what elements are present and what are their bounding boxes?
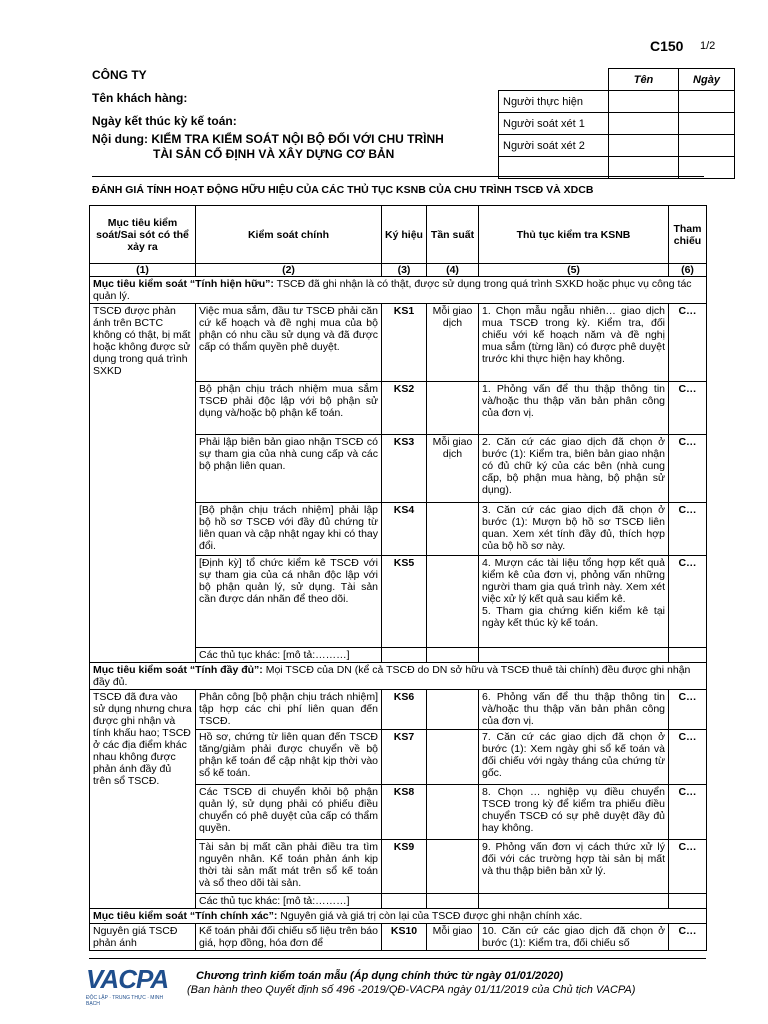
control-cell: Việc mua sắm, đầu tư TSCĐ phải căn cứ kế hoạch và đề nghị mua của bộ phận có nhu cầu sử dụng và đã được cấp có thẩm quyền phê duyệt. [196,304,382,382]
col-header: Thủ tục kiểm tra KSNB [479,206,669,264]
test-procedure: 2. Căn cứ các giao dịch đã chọn ở bước (1): Kiểm tra, biên bản giao nhận có đủ chữ ký của các bên (nhà cung cấp, bộ phận mua hàng, bộ phận sử dụng). [479,435,669,503]
empty-cell [382,648,427,663]
col-header: Ký hiệu [382,206,427,264]
signoff-role: Người soát xét 1 [499,113,609,135]
empty-cell [479,894,669,909]
objective-row [90,663,707,690]
control-frequency: Mỗi giao dịch [427,304,479,382]
reference-cell[interactable]: C… [669,556,707,648]
control-code: KS5 [382,556,427,648]
reference-cell[interactable]: C… [669,503,707,556]
risk-cell: Nguyên giá TSCĐ phản ánh [90,924,196,951]
control-code: KS10 [382,924,427,951]
control-code: KS2 [382,382,427,435]
reference-cell[interactable]: C… [669,435,707,503]
col-number: (4) [427,264,479,277]
control-cell: Kế toán phải đối chiếu số liệu trên báo giá, hợp đồng, hóa đơn để [196,924,382,951]
signoff-col-name: Tên [609,69,679,91]
empty-cell [427,648,479,663]
control-cell: Tài sản bị mất cần phải điều tra tìm nguyên nhân. Kế toán phản ánh kịp thời tài sản mất mát trên sổ kế toán và sổ theo dõi tài sản. [196,840,382,894]
col-number: (1) [90,264,196,277]
control-cell: [Định kỳ] tổ chức kiểm kê TSCĐ với sự tham gia của cá nhân độc lập với bộ phận quản lý, sử dụng. Tài sản cần được dán nhãn để theo dõi. [196,556,382,648]
control-code: KS6 [382,690,427,730]
vacpa-logo [86,964,178,1007]
test-procedure: 1. Chọn mẫu ngẫu nhiên… giao dịch mua TSCĐ trong kỳ. Kiểm tra, đối chiếu với kế hoạch năm và đề nghị mua sắm (từng lần) có được phê duyệt trước khi thực hiện hay không. [479,304,669,382]
objective-cell [90,277,707,304]
control-frequency [427,730,479,785]
content-line2: TÀI SẢN CỐ ĐỊNH VÀ XÂY DỰNG CƠ BẢN [153,147,395,161]
objective-text: Mọi TSCĐ của DN (kể cả TSCĐ do DN sở hữu và TSCĐ thuê tài chính) đều được ghi nhận đầy đủ. [93,664,691,688]
signoff-name-cell[interactable] [609,135,679,157]
reference-cell[interactable]: C… [669,924,707,951]
reference-cell[interactable]: C… [669,690,707,730]
control-code: KS7 [382,730,427,785]
signoff-role: Người thực hiện [499,91,609,113]
test-procedure: 7. Căn cứ các giao dịch đã chọn ở bước (1): Xem ngày ghi sổ kế toán và đối chiếu với ngày tháng của chứng từ gốc. [479,730,669,785]
objective-row [90,909,707,924]
control-frequency [427,556,479,648]
content-label: Nội dung: [92,132,148,146]
col-number: (3) [382,264,427,277]
reference-cell[interactable]: C… [669,840,707,894]
signoff-date-cell[interactable] [679,113,735,135]
empty-cell [427,894,479,909]
control-cell: Bộ phận chịu trách nhiệm mua sắm TSCĐ phải độc lập với bộ phận sử dụng và/hoặc bộ phận kế toán. [196,382,382,435]
other-procedures[interactable]: Các thủ tục khác: [mô tả:………] [196,648,382,663]
signoff-corner [499,69,609,91]
signoff-role: Người soát xét 2 [499,135,609,157]
control-cell: [Bộ phận chịu trách nhiệm] phải lập bộ hồ sơ TSCĐ với đầy đủ chứng từ liên quan và cập nhật ngay khi có thay đổi. [196,503,382,556]
col-header: Tần suất [427,206,479,264]
empty-cell [382,894,427,909]
col-number: (5) [479,264,669,277]
control-cell: Hồ sơ, chứng từ liên quan đến TSCĐ tăng/giảm phải được chuyển về bộ phận kế toán để cập nhật kịp thời vào sổ kế toán. [196,730,382,785]
signoff-date-cell[interactable] [679,91,735,113]
reference-cell[interactable]: C… [669,382,707,435]
table-header-row [90,206,707,264]
footer-issuance: (Ban hành theo Quyết định số 496 -2019/QĐ-VACPA ngày 01/11/2019 của Chủ tịch VACPA) [187,984,636,996]
test-procedure: 3. Căn cứ các giao dịch đã chọn ở bước (1): Mượn bộ hồ sơ TSCĐ liên quan. Xem xét tính đầy đủ, thích hợp của bộ hồ sơ này. [479,503,669,556]
objective-cell [90,663,707,690]
logo-tagline: ĐỘC LẬP · TRUNG THỰC · MINH BẠCH [86,995,164,1007]
control-cell: Các TSCĐ di chuyển khỏi bộ phận quản lý, sử dụng phải có phiếu điều chuyển có phê duyệt của cấp có thẩm quyền. [196,785,382,840]
control-frequency [427,503,479,556]
col-number: (2) [196,264,382,277]
reference-cell[interactable]: C… [669,304,707,382]
control-code: KS8 [382,785,427,840]
empty-cell [479,648,669,663]
logo-text: VACPA [86,964,169,994]
test-procedure: 1. Phỏng vấn để thu thập thông tin và/hoặc thu thập văn bản phân công của đơn vị. [479,382,669,435]
col-number: (6) [669,264,707,277]
control-cell: Phải lập biên bản giao nhận TSCĐ có sự tham gia của nhà cung cấp và các bộ phận liên quan. [196,435,382,503]
table-row [90,690,707,730]
control-frequency [427,382,479,435]
other-procedures[interactable]: Các thủ tục khác: [mô tả:………] [196,894,382,909]
risk-cell: TSCĐ được phản ánh trên BCTC không có thật, bị mất hoặc không được sử dụng trong quá trình SXKD [90,304,196,663]
signoff-date-cell[interactable] [679,135,735,157]
test-procedure: 9. Phỏng vấn đơn vị cách thức xử lý đối với các trường hợp tài sản bị mất và thu thập biên bản xử lý. [479,840,669,894]
col-header: Mục tiêu kiểm soát/Sai sót có thể xảy ra [90,206,196,264]
page-code: C150 [650,38,684,54]
signoff-name-cell[interactable] [609,91,679,113]
control-code: KS1 [382,304,427,382]
objective-label: Mục tiêu kiểm soát “Tính chính xác”: [93,910,278,922]
objective-text: Nguyên giá và giá trị còn lại của TSCĐ được ghi nhận chính xác. [277,910,583,922]
control-frequency [427,690,479,730]
footer-program: Chương trình kiểm toán mẫu (Áp dụng chính thức từ ngày 01/01/2020) [196,970,564,982]
risk-cell: TSCĐ đã đưa vào sử dụng nhưng chưa được ghi nhận và tính khấu hao; TSCĐ ở các địa điểm khác nhau không được phản ánh đầy đủ trên sổ TSCĐ. [90,690,196,909]
table-row [90,304,707,382]
header-divider [92,176,704,177]
signoff-name-cell[interactable] [609,113,679,135]
content-line1: KIỂM TRA KIỂM SOÁT NỘI BỘ ĐỐI VỚI CHU TRÌNH [151,132,444,146]
test-procedure: 10. Căn cứ các giao dịch đã chọn ở bước (1): Kiểm tra, đối chiếu số [479,924,669,951]
test-procedure: 4. Mượn các tài liệu tổng hợp kết quả kiểm kê của đơn vị, phỏng vấn những người tham gia quá trình này. Xem xét việc xử lý kết quả sau kiểm kê. 5. Tham gia chứng kiến kiểm kê tại ngày kết thúc kỳ kế toán. [479,556,669,648]
reference-cell[interactable]: C… [669,730,707,785]
control-code: KS9 [382,840,427,894]
signoff-col-date: Ngày [679,69,735,91]
signoff-table [498,68,735,179]
footer-divider [89,958,706,959]
control-frequency: Mỗi giao [427,924,479,951]
test-procedure: 6. Phỏng vấn để thu thập thông tin và/hoặc thu thập văn bản phân công của đơn vị. [479,690,669,730]
client-label: Tên khách hàng: [92,91,188,105]
objective-row [90,277,707,304]
page-number: 1/2 [700,40,716,52]
empty-cell [669,648,707,663]
control-frequency [427,785,479,840]
empty-cell [669,894,707,909]
control-frequency: Mỗi giao dịch [427,435,479,503]
control-cell: Phân công [bộ phận chịu trách nhiệm] tập hợp các chi phí liên quan đến TSCĐ. [196,690,382,730]
control-frequency [427,840,479,894]
objective-text: TSCĐ đã ghi nhận là có thật, được sử dụng trong quá trình SXKD hoặc phục vụ công tác quản lý. [93,278,692,302]
col-header: Tham chiếu [669,206,707,264]
col-header: Kiểm soát chính [196,206,382,264]
section-title: ĐÁNH GIÁ TÍNH HOẠT ĐỘNG HỮU HIỆU CỦA CÁC THỦ TỤC KSNB CỦA CHU TRÌNH TSCĐ VÀ XDCB [92,184,594,196]
objective-label: Mục tiêu kiểm soát “Tính hiện hữu”: [93,278,274,290]
control-code: KS4 [382,503,427,556]
test-procedure: 8. Chọn … nghiệp vụ điều chuyển TSCĐ trong kỳ để kiểm tra phiếu điều chuyển TSCĐ có sự phê duyệt đầy đủ hay không. [479,785,669,840]
content-row [92,132,444,146]
company-label: CÔNG TY [92,68,147,82]
period-end-label: Ngày kết thúc kỳ kế toán: [92,114,237,128]
objective-cell [90,909,707,924]
reference-cell[interactable]: C… [669,785,707,840]
control-test-table [89,205,707,951]
objective-label: Mục tiêu kiểm soát “Tính đầy đủ”: [93,664,263,676]
control-code: KS3 [382,435,427,503]
col-number-row [90,264,707,277]
table-row [90,924,707,951]
